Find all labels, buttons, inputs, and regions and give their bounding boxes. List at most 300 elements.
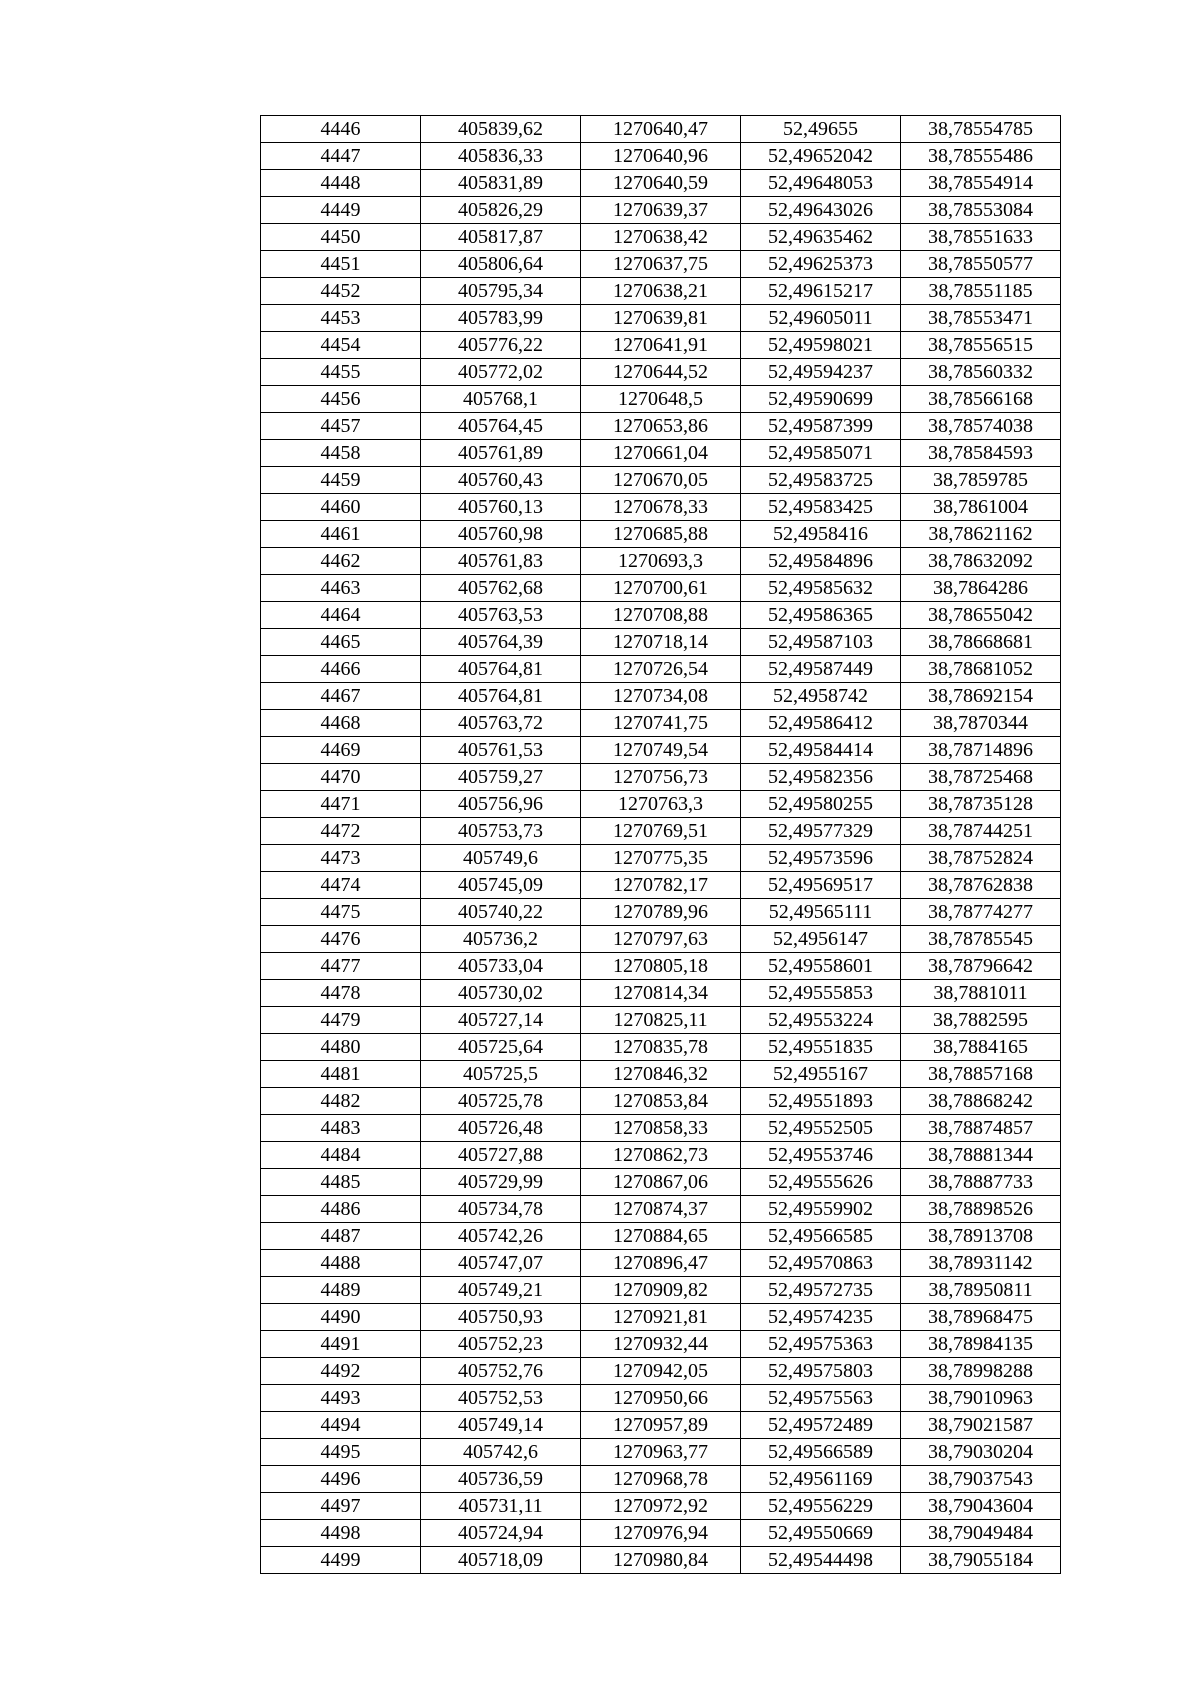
x-coordinate-cell: 405727,88	[421, 1142, 581, 1169]
longitude-cell: 38,78584593	[901, 440, 1061, 467]
longitude-cell: 38,7884165	[901, 1034, 1061, 1061]
y-coordinate-cell: 1270976,94	[581, 1520, 741, 1547]
x-coordinate-cell: 405831,89	[421, 170, 581, 197]
x-coordinate-cell: 405750,93	[421, 1304, 581, 1331]
y-coordinate-cell: 1270708,88	[581, 602, 741, 629]
y-coordinate-cell: 1270641,91	[581, 332, 741, 359]
point-number-cell: 4499	[261, 1547, 421, 1574]
latitude-cell: 52,49583425	[741, 494, 901, 521]
point-number-cell: 4484	[261, 1142, 421, 1169]
table-row	[261, 872, 1061, 899]
point-number-cell: 4461	[261, 521, 421, 548]
latitude-cell: 52,49577329	[741, 818, 901, 845]
latitude-cell: 52,49625373	[741, 251, 901, 278]
point-number-cell: 4464	[261, 602, 421, 629]
table-row	[261, 1547, 1061, 1574]
point-number-cell: 4456	[261, 386, 421, 413]
table-row	[261, 224, 1061, 251]
y-coordinate-cell: 1270639,37	[581, 197, 741, 224]
point-number-cell: 4462	[261, 548, 421, 575]
point-number-cell: 4477	[261, 953, 421, 980]
latitude-cell: 52,49590699	[741, 386, 901, 413]
longitude-cell: 38,78553084	[901, 197, 1061, 224]
point-number-cell: 4489	[261, 1277, 421, 1304]
y-coordinate-cell: 1270782,17	[581, 872, 741, 899]
table-row	[261, 305, 1061, 332]
longitude-cell: 38,78560332	[901, 359, 1061, 386]
latitude-cell: 52,49558601	[741, 953, 901, 980]
y-coordinate-cell: 1270734,08	[581, 683, 741, 710]
x-coordinate-cell: 405734,78	[421, 1196, 581, 1223]
y-coordinate-cell: 1270653,86	[581, 413, 741, 440]
latitude-cell: 52,4958416	[741, 521, 901, 548]
point-number-cell: 4493	[261, 1385, 421, 1412]
y-coordinate-cell: 1270638,42	[581, 224, 741, 251]
y-coordinate-cell: 1270846,32	[581, 1061, 741, 1088]
y-coordinate-cell: 1270874,37	[581, 1196, 741, 1223]
table-row	[261, 1385, 1061, 1412]
longitude-cell: 38,78931142	[901, 1250, 1061, 1277]
table-row	[261, 1088, 1061, 1115]
point-number-cell: 4497	[261, 1493, 421, 1520]
x-coordinate-cell: 405760,13	[421, 494, 581, 521]
x-coordinate-cell: 405839,62	[421, 116, 581, 143]
table-row	[261, 764, 1061, 791]
y-coordinate-cell: 1270972,92	[581, 1493, 741, 1520]
latitude-cell: 52,49553224	[741, 1007, 901, 1034]
y-coordinate-cell: 1270640,59	[581, 170, 741, 197]
latitude-cell: 52,49585632	[741, 575, 901, 602]
point-number-cell: 4472	[261, 818, 421, 845]
latitude-cell: 52,49587103	[741, 629, 901, 656]
latitude-cell: 52,49635462	[741, 224, 901, 251]
longitude-cell: 38,7859785	[901, 467, 1061, 494]
latitude-cell: 52,49552505	[741, 1115, 901, 1142]
y-coordinate-cell: 1270862,73	[581, 1142, 741, 1169]
x-coordinate-cell: 405749,21	[421, 1277, 581, 1304]
latitude-cell: 52,49574235	[741, 1304, 901, 1331]
latitude-cell: 52,49585071	[741, 440, 901, 467]
table-row	[261, 251, 1061, 278]
latitude-cell: 52,49598021	[741, 332, 901, 359]
x-coordinate-cell: 405749,6	[421, 845, 581, 872]
latitude-cell: 52,49605011	[741, 305, 901, 332]
longitude-cell: 38,78984135	[901, 1331, 1061, 1358]
longitude-cell: 38,78796642	[901, 953, 1061, 980]
longitude-cell: 38,78655042	[901, 602, 1061, 629]
y-coordinate-cell: 1270932,44	[581, 1331, 741, 1358]
longitude-cell: 38,79055184	[901, 1547, 1061, 1574]
table-row	[261, 521, 1061, 548]
longitude-cell: 38,78714896	[901, 737, 1061, 764]
x-coordinate-cell: 405752,23	[421, 1331, 581, 1358]
longitude-cell: 38,78887733	[901, 1169, 1061, 1196]
y-coordinate-cell: 1270789,96	[581, 899, 741, 926]
longitude-cell: 38,78913708	[901, 1223, 1061, 1250]
x-coordinate-cell: 405753,73	[421, 818, 581, 845]
longitude-cell: 38,78556515	[901, 332, 1061, 359]
longitude-cell: 38,78555486	[901, 143, 1061, 170]
x-coordinate-cell: 405764,81	[421, 656, 581, 683]
y-coordinate-cell: 1270700,61	[581, 575, 741, 602]
table-row	[261, 1142, 1061, 1169]
latitude-cell: 52,49586412	[741, 710, 901, 737]
x-coordinate-cell: 405725,5	[421, 1061, 581, 1088]
table-row	[261, 197, 1061, 224]
table-row	[261, 494, 1061, 521]
point-number-cell: 4458	[261, 440, 421, 467]
latitude-cell: 52,49652042	[741, 143, 901, 170]
longitude-cell: 38,78621162	[901, 521, 1061, 548]
x-coordinate-cell: 405764,39	[421, 629, 581, 656]
point-number-cell: 4478	[261, 980, 421, 1007]
latitude-cell: 52,49615217	[741, 278, 901, 305]
longitude-cell: 38,79037543	[901, 1466, 1061, 1493]
longitude-cell: 38,78744251	[901, 818, 1061, 845]
y-coordinate-cell: 1270867,06	[581, 1169, 741, 1196]
table-row	[261, 818, 1061, 845]
x-coordinate-cell: 405749,14	[421, 1412, 581, 1439]
latitude-cell: 52,4958742	[741, 683, 901, 710]
latitude-cell: 52,49643026	[741, 197, 901, 224]
y-coordinate-cell: 1270756,73	[581, 764, 741, 791]
x-coordinate-cell: 405763,53	[421, 602, 581, 629]
point-number-cell: 4487	[261, 1223, 421, 1250]
longitude-cell: 38,79049484	[901, 1520, 1061, 1547]
latitude-cell: 52,49556229	[741, 1493, 901, 1520]
table-row	[261, 467, 1061, 494]
x-coordinate-cell: 405725,64	[421, 1034, 581, 1061]
table-row	[261, 791, 1061, 818]
latitude-cell: 52,49566585	[741, 1223, 901, 1250]
latitude-cell: 52,49573596	[741, 845, 901, 872]
latitude-cell: 52,49561169	[741, 1466, 901, 1493]
longitude-cell: 38,78774277	[901, 899, 1061, 926]
point-number-cell: 4476	[261, 926, 421, 953]
x-coordinate-cell: 405724,94	[421, 1520, 581, 1547]
point-number-cell: 4483	[261, 1115, 421, 1142]
y-coordinate-cell: 1270693,3	[581, 548, 741, 575]
longitude-cell: 38,78998288	[901, 1358, 1061, 1385]
table-row	[261, 575, 1061, 602]
y-coordinate-cell: 1270718,14	[581, 629, 741, 656]
longitude-cell: 38,7864286	[901, 575, 1061, 602]
x-coordinate-cell: 405762,68	[421, 575, 581, 602]
latitude-cell: 52,49572489	[741, 1412, 901, 1439]
table-row	[261, 1358, 1061, 1385]
longitude-cell: 38,78874857	[901, 1115, 1061, 1142]
table-row	[261, 1169, 1061, 1196]
longitude-cell: 38,78551633	[901, 224, 1061, 251]
longitude-cell: 38,78881344	[901, 1142, 1061, 1169]
latitude-cell: 52,49555626	[741, 1169, 901, 1196]
x-coordinate-cell: 405729,99	[421, 1169, 581, 1196]
point-number-cell: 4494	[261, 1412, 421, 1439]
table-row	[261, 1304, 1061, 1331]
x-coordinate-cell: 405726,48	[421, 1115, 581, 1142]
longitude-cell: 38,78868242	[901, 1088, 1061, 1115]
longitude-cell: 38,78554914	[901, 170, 1061, 197]
table-row	[261, 1439, 1061, 1466]
y-coordinate-cell: 1270968,78	[581, 1466, 741, 1493]
y-coordinate-cell: 1270749,54	[581, 737, 741, 764]
y-coordinate-cell: 1270858,33	[581, 1115, 741, 1142]
latitude-cell: 52,49580255	[741, 791, 901, 818]
latitude-cell: 52,49594237	[741, 359, 901, 386]
x-coordinate-cell: 405761,83	[421, 548, 581, 575]
x-coordinate-cell: 405764,45	[421, 413, 581, 440]
table-row	[261, 1034, 1061, 1061]
point-number-cell: 4449	[261, 197, 421, 224]
y-coordinate-cell: 1270661,04	[581, 440, 741, 467]
point-number-cell: 4491	[261, 1331, 421, 1358]
x-coordinate-cell: 405783,99	[421, 305, 581, 332]
point-number-cell: 4465	[261, 629, 421, 656]
latitude-cell: 52,49587399	[741, 413, 901, 440]
y-coordinate-cell: 1270638,21	[581, 278, 741, 305]
y-coordinate-cell: 1270896,47	[581, 1250, 741, 1277]
point-number-cell: 4446	[261, 116, 421, 143]
longitude-cell: 38,78554785	[901, 116, 1061, 143]
x-coordinate-cell: 405761,53	[421, 737, 581, 764]
point-number-cell: 4495	[261, 1439, 421, 1466]
x-coordinate-cell: 405742,26	[421, 1223, 581, 1250]
point-number-cell: 4486	[261, 1196, 421, 1223]
table-row	[261, 1223, 1061, 1250]
table-row	[261, 1061, 1061, 1088]
x-coordinate-cell: 405776,22	[421, 332, 581, 359]
longitude-cell: 38,78785545	[901, 926, 1061, 953]
table-row	[261, 170, 1061, 197]
point-number-cell: 4451	[261, 251, 421, 278]
longitude-cell: 38,7881011	[901, 980, 1061, 1007]
point-number-cell: 4479	[261, 1007, 421, 1034]
longitude-cell: 38,79021587	[901, 1412, 1061, 1439]
longitude-cell: 38,78752824	[901, 845, 1061, 872]
point-number-cell: 4482	[261, 1088, 421, 1115]
table-row	[261, 953, 1061, 980]
table-row	[261, 359, 1061, 386]
table-row	[261, 656, 1061, 683]
point-number-cell: 4470	[261, 764, 421, 791]
longitude-cell: 38,78950811	[901, 1277, 1061, 1304]
point-number-cell: 4459	[261, 467, 421, 494]
x-coordinate-cell: 405836,33	[421, 143, 581, 170]
x-coordinate-cell: 405795,34	[421, 278, 581, 305]
x-coordinate-cell: 405747,07	[421, 1250, 581, 1277]
y-coordinate-cell: 1270797,63	[581, 926, 741, 953]
longitude-cell: 38,79010963	[901, 1385, 1061, 1412]
table-row	[261, 980, 1061, 1007]
table-row	[261, 1277, 1061, 1304]
x-coordinate-cell: 405745,09	[421, 872, 581, 899]
point-number-cell: 4485	[261, 1169, 421, 1196]
longitude-cell: 38,78681052	[901, 656, 1061, 683]
longitude-cell: 38,7882595	[901, 1007, 1061, 1034]
x-coordinate-cell: 405760,43	[421, 467, 581, 494]
coordinates-table	[260, 115, 1061, 1574]
coordinates-table-body	[261, 116, 1061, 1574]
point-number-cell: 4448	[261, 170, 421, 197]
x-coordinate-cell: 405730,02	[421, 980, 581, 1007]
longitude-cell: 38,78725468	[901, 764, 1061, 791]
latitude-cell: 52,49551893	[741, 1088, 901, 1115]
y-coordinate-cell: 1270685,88	[581, 521, 741, 548]
point-number-cell: 4488	[261, 1250, 421, 1277]
y-coordinate-cell: 1270775,35	[581, 845, 741, 872]
latitude-cell: 52,49572735	[741, 1277, 901, 1304]
table-row	[261, 1007, 1061, 1034]
y-coordinate-cell: 1270814,34	[581, 980, 741, 1007]
table-row	[261, 899, 1061, 926]
latitude-cell: 52,49559902	[741, 1196, 901, 1223]
table-row	[261, 602, 1061, 629]
longitude-cell: 38,78735128	[901, 791, 1061, 818]
table-row	[261, 413, 1061, 440]
x-coordinate-cell: 405768,1	[421, 386, 581, 413]
longitude-cell: 38,7870344	[901, 710, 1061, 737]
y-coordinate-cell: 1270726,54	[581, 656, 741, 683]
longitude-cell: 38,78857168	[901, 1061, 1061, 1088]
y-coordinate-cell: 1270805,18	[581, 953, 741, 980]
table-row	[261, 1520, 1061, 1547]
table-row	[261, 926, 1061, 953]
latitude-cell: 52,49648053	[741, 170, 901, 197]
x-coordinate-cell: 405772,02	[421, 359, 581, 386]
table-row	[261, 1196, 1061, 1223]
y-coordinate-cell: 1270763,3	[581, 791, 741, 818]
table-row	[261, 332, 1061, 359]
latitude-cell: 52,4956147	[741, 926, 901, 953]
table-row	[261, 386, 1061, 413]
x-coordinate-cell: 405826,29	[421, 197, 581, 224]
table-row	[261, 710, 1061, 737]
point-number-cell: 4490	[261, 1304, 421, 1331]
point-number-cell: 4496	[261, 1466, 421, 1493]
table-row	[261, 737, 1061, 764]
y-coordinate-cell: 1270825,11	[581, 1007, 741, 1034]
longitude-cell: 38,78574038	[901, 413, 1061, 440]
longitude-cell: 38,78553471	[901, 305, 1061, 332]
longitude-cell: 38,78632092	[901, 548, 1061, 575]
y-coordinate-cell: 1270637,75	[581, 251, 741, 278]
x-coordinate-cell: 405731,11	[421, 1493, 581, 1520]
longitude-cell: 38,78668681	[901, 629, 1061, 656]
latitude-cell: 52,49544498	[741, 1547, 901, 1574]
x-coordinate-cell: 405736,2	[421, 926, 581, 953]
latitude-cell: 52,49584896	[741, 548, 901, 575]
y-coordinate-cell: 1270942,05	[581, 1358, 741, 1385]
point-number-cell: 4475	[261, 899, 421, 926]
y-coordinate-cell: 1270639,81	[581, 305, 741, 332]
table-row	[261, 116, 1061, 143]
point-number-cell: 4454	[261, 332, 421, 359]
longitude-cell: 38,78550577	[901, 251, 1061, 278]
point-number-cell: 4460	[261, 494, 421, 521]
table-row	[261, 629, 1061, 656]
x-coordinate-cell: 405740,22	[421, 899, 581, 926]
point-number-cell: 4447	[261, 143, 421, 170]
x-coordinate-cell: 405727,14	[421, 1007, 581, 1034]
latitude-cell: 52,49570863	[741, 1250, 901, 1277]
point-number-cell: 4466	[261, 656, 421, 683]
longitude-cell: 38,78898526	[901, 1196, 1061, 1223]
longitude-cell: 38,79030204	[901, 1439, 1061, 1466]
point-number-cell: 4471	[261, 791, 421, 818]
latitude-cell: 52,49550669	[741, 1520, 901, 1547]
point-number-cell: 4474	[261, 872, 421, 899]
x-coordinate-cell: 405760,98	[421, 521, 581, 548]
point-number-cell: 4492	[261, 1358, 421, 1385]
y-coordinate-cell: 1270963,77	[581, 1439, 741, 1466]
longitude-cell: 38,78566168	[901, 386, 1061, 413]
y-coordinate-cell: 1270921,81	[581, 1304, 741, 1331]
y-coordinate-cell: 1270670,05	[581, 467, 741, 494]
latitude-cell: 52,49584414	[741, 737, 901, 764]
longitude-cell: 38,79043604	[901, 1493, 1061, 1520]
point-number-cell: 4480	[261, 1034, 421, 1061]
table-row	[261, 845, 1061, 872]
latitude-cell: 52,49655	[741, 116, 901, 143]
y-coordinate-cell: 1270678,33	[581, 494, 741, 521]
y-coordinate-cell: 1270909,82	[581, 1277, 741, 1304]
x-coordinate-cell: 405718,09	[421, 1547, 581, 1574]
point-number-cell: 4468	[261, 710, 421, 737]
x-coordinate-cell: 405817,87	[421, 224, 581, 251]
table-row	[261, 548, 1061, 575]
y-coordinate-cell: 1270769,51	[581, 818, 741, 845]
point-number-cell: 4452	[261, 278, 421, 305]
y-coordinate-cell: 1270640,96	[581, 143, 741, 170]
y-coordinate-cell: 1270648,5	[581, 386, 741, 413]
latitude-cell: 52,49575563	[741, 1385, 901, 1412]
point-number-cell: 4469	[261, 737, 421, 764]
table-row	[261, 278, 1061, 305]
point-number-cell: 4450	[261, 224, 421, 251]
y-coordinate-cell: 1270884,65	[581, 1223, 741, 1250]
latitude-cell: 52,49583725	[741, 467, 901, 494]
point-number-cell: 4467	[261, 683, 421, 710]
y-coordinate-cell: 1270835,78	[581, 1034, 741, 1061]
table-row	[261, 1331, 1061, 1358]
x-coordinate-cell: 405764,81	[421, 683, 581, 710]
latitude-cell: 52,49553746	[741, 1142, 901, 1169]
table-row	[261, 1115, 1061, 1142]
latitude-cell: 52,49565111	[741, 899, 901, 926]
longitude-cell: 38,7861004	[901, 494, 1061, 521]
y-coordinate-cell: 1270853,84	[581, 1088, 741, 1115]
table-row	[261, 1412, 1061, 1439]
x-coordinate-cell: 405761,89	[421, 440, 581, 467]
longitude-cell: 38,78968475	[901, 1304, 1061, 1331]
longitude-cell: 38,78762838	[901, 872, 1061, 899]
y-coordinate-cell: 1270741,75	[581, 710, 741, 737]
latitude-cell: 52,49575363	[741, 1331, 901, 1358]
latitude-cell: 52,49569517	[741, 872, 901, 899]
y-coordinate-cell: 1270640,47	[581, 116, 741, 143]
y-coordinate-cell: 1270950,66	[581, 1385, 741, 1412]
latitude-cell: 52,49586365	[741, 602, 901, 629]
y-coordinate-cell: 1270980,84	[581, 1547, 741, 1574]
point-number-cell: 4498	[261, 1520, 421, 1547]
latitude-cell: 52,4955167	[741, 1061, 901, 1088]
latitude-cell: 52,49555853	[741, 980, 901, 1007]
table-row	[261, 1466, 1061, 1493]
x-coordinate-cell: 405806,64	[421, 251, 581, 278]
latitude-cell: 52,49582356	[741, 764, 901, 791]
x-coordinate-cell: 405752,53	[421, 1385, 581, 1412]
y-coordinate-cell: 1270957,89	[581, 1412, 741, 1439]
